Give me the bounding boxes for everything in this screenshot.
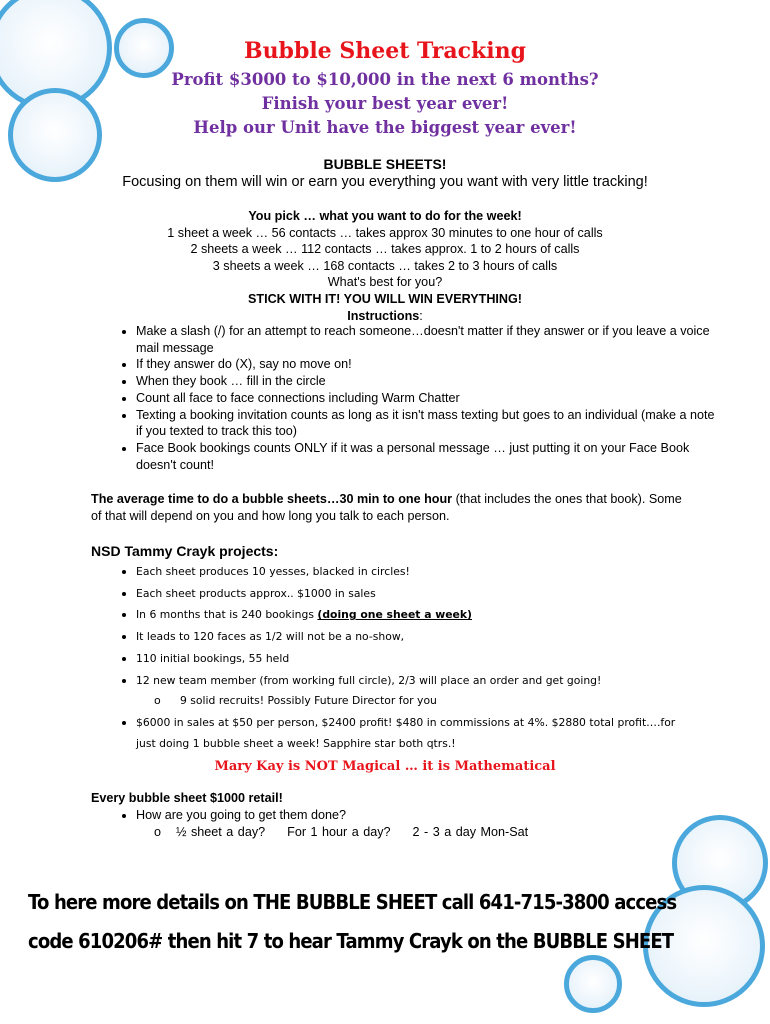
instructions-label: Instructions (347, 308, 420, 323)
page-title: Bubble Sheet Tracking (243, 38, 527, 64)
call-to-action (28, 883, 688, 961)
list-item: • Count all face to face connections including Warm Chatter (136, 390, 716, 407)
pick-option: 2 sheets a week … 112 contacts … takes approx. 1 to 2 hours of calls (190, 242, 580, 257)
list-item: • Each sheet produces 10 yesses, blacked in circles! (136, 561, 696, 583)
list-item: • Make a slash (/) for an attempt to reach someone…doesn't matter if they answer or if you leave a voice mail message (136, 323, 716, 356)
list-item (136, 670, 696, 712)
list-item: • Each sheet products approx.. $1000 in sales (136, 583, 696, 605)
sub-list-item (154, 824, 696, 841)
option-one-hour: For 1 hour a day? (287, 825, 391, 839)
every-sheet-list (110, 807, 696, 841)
pick-option: 3 sheets a week … 168 contacts … takes 2 to 3 hours of calls (212, 258, 558, 273)
every-sheet-heading: Every bubble sheet $1000 retail! (91, 791, 283, 805)
list-item (136, 807, 696, 841)
projects-list (110, 561, 696, 754)
instructions-heading (0, 308, 770, 325)
average-time-rest: (that includes the ones that book). Some of that will depend on you and how long you talk to each person. (91, 492, 682, 523)
list-item-text: 12 new team member (from working full circle), 2/3 will place an order and get going! (136, 673, 602, 687)
option-mon-sat: 2 - 3 a day Mon-Sat (412, 825, 529, 839)
list-item: • $6000 in sales at $50 per person, $2400 profit! $480 in commissions at 4%. $2880 total profit….for just doing 1 bubble sheet a week! Sapphire star both qtrs.! (136, 712, 696, 754)
sub-list-item: o 9 solid recruits! Possibly Future Director for you (154, 691, 696, 712)
stick-with-it: STICK WITH IT! YOU WILL WIN EVERYTHING! (247, 291, 523, 306)
pick-option: 1 sheet a week … 56 contacts … takes approx 30 minutes to one hour of calls (167, 225, 603, 240)
average-time-bold: The average time to do a bubble sheets…30 min to one hour (91, 492, 453, 506)
sub-list (136, 691, 696, 712)
pick-block (0, 208, 770, 324)
option-half-sheet: ½ sheet a day? (176, 825, 266, 839)
average-time-paragraph (91, 491, 691, 525)
list-item (136, 604, 696, 626)
sub-list (136, 824, 696, 841)
list-item-text: How are you going to get them done? (136, 808, 347, 822)
pick-question: What's best for you? (327, 275, 443, 290)
list-item: • Face Book bookings counts ONLY if it was a personal message … just putting it on your Face Book doesn't count! (136, 440, 716, 473)
list-item: • 110 initial bookings, 55 held (136, 648, 696, 670)
subtitle-unit: Help our Unit have the biggest year ever! (193, 118, 577, 137)
cta-line-1: To here more details on THE BUBBLE SHEET call 641-715-3800 access (28, 890, 677, 914)
nsd-heading: NSD Tammy Crayk projects: (91, 543, 279, 559)
underlined-note: (doing one sheet a week) (317, 608, 472, 622)
list-item-text: In 6 months that is 240 bookings (136, 608, 318, 622)
pick-heading: You pick … what you want to do for the week! (248, 209, 522, 223)
focus-line: Focusing on them will win or earn you everything you want with very little tracking! (122, 174, 648, 190)
list-item: • If they answer do (X), say no move on! (136, 356, 716, 373)
cta-line-2: code 610206# then hit 7 to hear Tammy Crayk on the BUBBLE SHEET (28, 929, 674, 953)
subtitle-best-year: Finish your best year ever! (261, 94, 509, 113)
instructions-colon: : (419, 308, 423, 323)
list-item: • Texting a booking invitation counts as long as it isn't mass texting but goes to an individual (make a note if you texted to track this too) (136, 407, 716, 440)
list-item: • It leads to 120 faces as 1/2 will not be a no-show, (136, 626, 696, 648)
bubble-sheets-heading: BUBBLE SHEETS! (323, 156, 447, 172)
instructions-list (110, 323, 716, 473)
subtitle-profit: Profit $3000 to $10,000 in the next 6 months? (171, 70, 599, 89)
list-item: • When they book … fill in the circle (136, 373, 716, 390)
bubble-bottom-small (564, 955, 622, 1013)
mary-kay-tagline: Mary Kay is NOT Magical … it is Mathematical (214, 759, 556, 774)
